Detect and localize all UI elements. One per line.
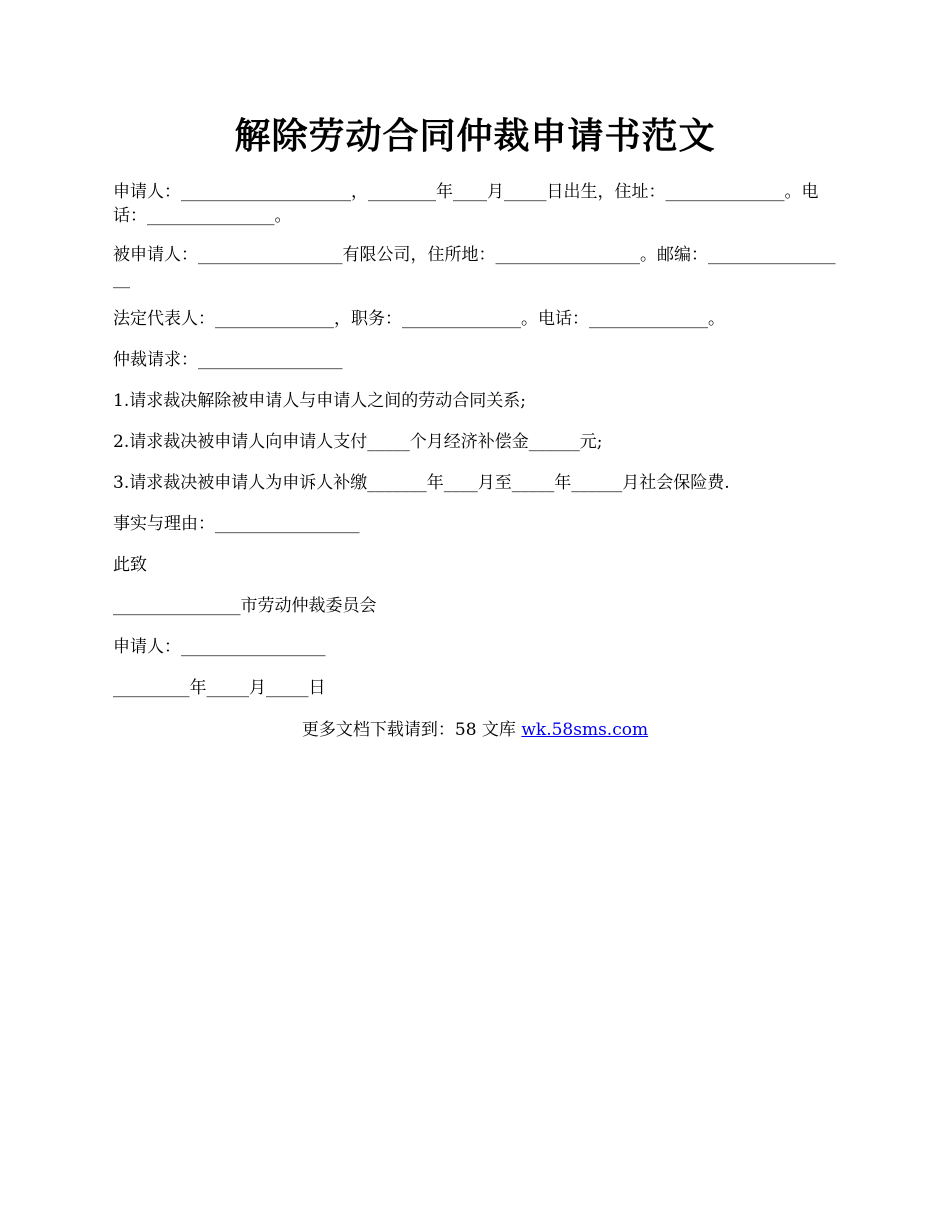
footer: [0, 718, 950, 742]
legal-representative-paragraph: 法定代表人：______________，职务：______________。电话：______________。: [113, 309, 725, 329]
respondent-info-paragraph: 被申请人：_________________有限公司，住所地：_________________。邮编：_________________: [113, 245, 836, 289]
footer-text: 更多文档下载请到：58 文库: [301, 720, 522, 740]
footer-link[interactable]: wk.58sms.com: [521, 720, 649, 740]
request-item-1: 1.请求裁决解除被申请人与申请人之间的劳动合同关系;: [113, 391, 526, 411]
applicant-signature-line: 申请人：_________________: [113, 637, 326, 657]
date-line: _________年_____月_____日: [113, 678, 326, 698]
request-item-2: 2.请求裁决被申请人向申请人支付_____个月经济补偿金______元;: [113, 432, 603, 452]
facts-and-reasons-line: 事实与理由：_________________: [113, 514, 360, 534]
committee-line: _______________市劳动仲裁委员会: [113, 596, 377, 616]
salutation-line: 此致: [113, 555, 147, 575]
request-item-3: 3.请求裁决被申请人为申诉人补缴_______年____月至_____年______月社会保险费.: [113, 473, 730, 493]
document-title: 解除劳动合同仲裁申请书范文: [234, 115, 716, 157]
arbitration-request-heading: 仲裁请求：_________________: [113, 350, 343, 370]
applicant-info-paragraph: 申请人：____________________，________年____月_____日出生，住址：______________。电话：_______________。: [113, 182, 819, 226]
